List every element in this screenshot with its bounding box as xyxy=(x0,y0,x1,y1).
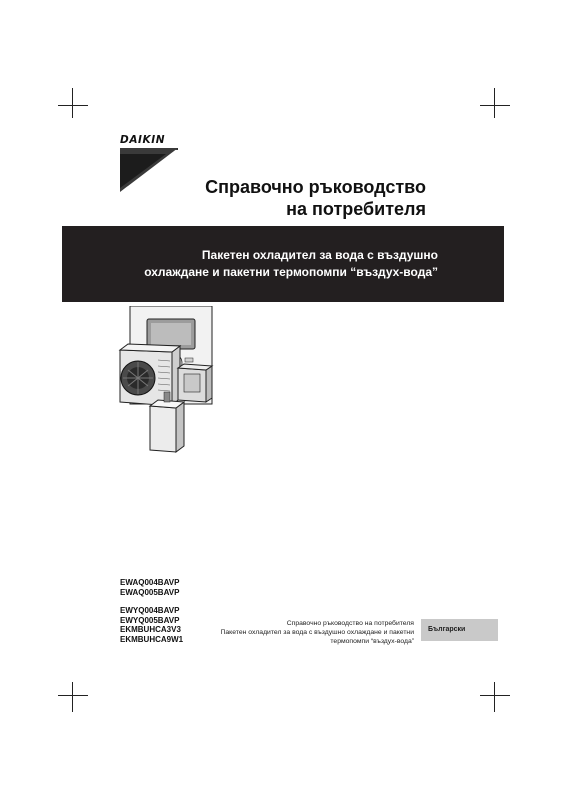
banner-line-2: охлаждане и пакетни термопомпи “въздух-вода” xyxy=(144,265,438,279)
model-number: EKMBUHCA9W1 xyxy=(120,634,184,644)
product-illustration xyxy=(114,306,224,458)
model-number: EWYQ004BAVP xyxy=(120,606,180,616)
title-line-1: Справочно ръководство xyxy=(205,177,426,197)
product-banner xyxy=(62,226,504,302)
model-number: EWYQ005BAVP xyxy=(120,615,180,625)
model-number: EWAQ004BAVP xyxy=(120,578,180,587)
footer-desc-line-1: Справочно ръководство на потребителя xyxy=(286,620,414,627)
title-line-2: на потребителя xyxy=(286,199,426,219)
banner-line-1: Пакетен охладител за вода с въздушно xyxy=(201,248,438,262)
daikin-logo xyxy=(120,134,180,194)
model-number: EKMBUHCA3V3 xyxy=(120,625,181,635)
language-label: Български xyxy=(428,626,466,633)
footer-desc-line-3: термопомпи “въздух-вода” xyxy=(330,638,414,646)
model-number: EWAQ005BAVP xyxy=(120,587,180,597)
daikin-logo-icon xyxy=(120,148,180,194)
banner-text xyxy=(144,247,438,281)
page-title xyxy=(205,176,426,220)
brand-name: DAIKIN xyxy=(120,134,166,146)
model-list xyxy=(120,578,183,645)
language-badge xyxy=(421,619,498,641)
footer-description xyxy=(221,619,414,647)
footer-desc-line-2: Пакетен охладител за вода с въздушно охлаждане и пакетни xyxy=(220,629,414,637)
